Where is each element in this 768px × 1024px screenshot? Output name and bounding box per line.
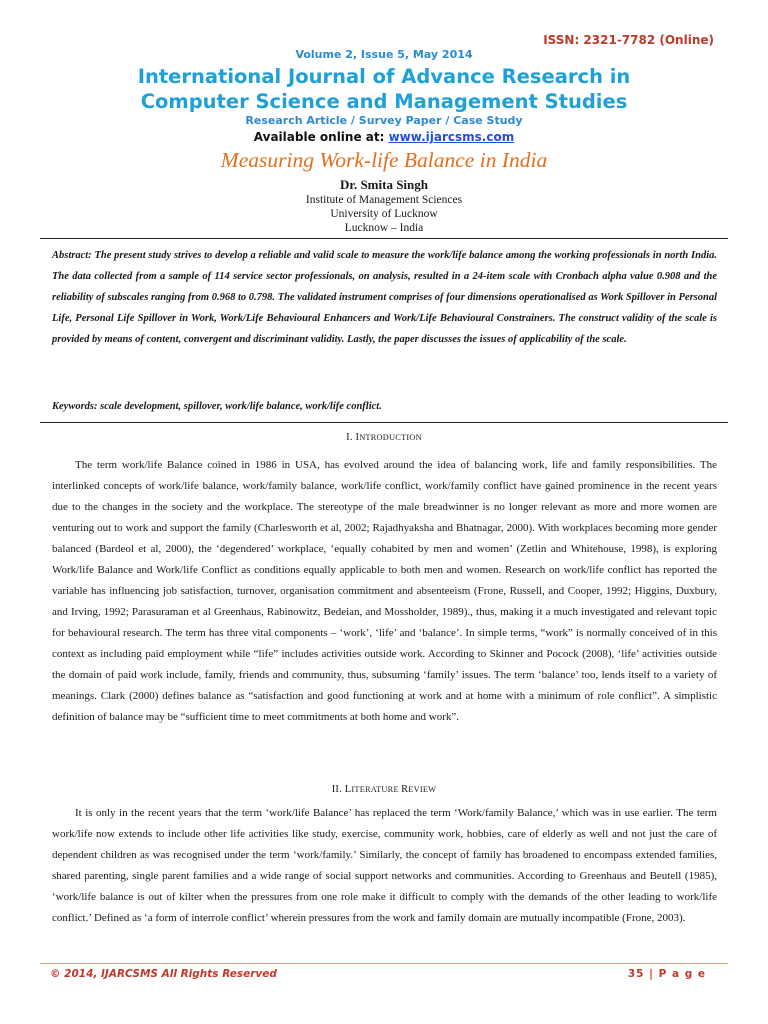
keywords: Keywords: scale development, spillover, work/life balance, work/life conflict.	[52, 401, 382, 412]
affiliation-line-2: University of Lucknow	[330, 208, 438, 220]
literature-review-paragraph: It is only in the recent years that the term ‘work/life Balance’ has replaced the term ‘Work/family Balance,’ which was in use earlier. The term work/life now extends to include other life activities like study, exercise, community work, hobbies, care of elderly as well and not just the care of dependent children as was recognised under the term ‘work/family.’ Similarly, the concept of family has broadened to encompass extended families, shared parenting, single parent families and a wide range of social support networks and communities. According to Greenhaus and Beutell (1985), ‘work/life balance is out of kilter when the pressures from one role make it difficult to comply with the demands of the other leading to work/life conflict.’ Defined as ‘a form of interrole conflict’ wherein pressures from the work and family domain are mutually incompatible (Frone, 2003).	[52, 807, 717, 924]
affiliation-line-1: Institute of Management Sciences	[305, 194, 463, 206]
paper-title: Measuring Work-life Balance in India	[220, 148, 548, 172]
available-online	[0, 130, 768, 144]
affiliation-line-3: Lucknow – India	[344, 222, 424, 234]
journal-title-line2: Computer Science and Management Studies	[140, 90, 628, 113]
divider	[40, 422, 728, 423]
research-type: Research Article / Survey Paper / Case Study	[245, 114, 523, 127]
abstract: Abstract: The present study strives to develop a reliable and valid scale to measure the work/life balance among the working professionals in north India. The data collected from a sample of 114 service sector professionals, on analysis, resulted in a 24-item scale with Cronbach alpha value 0.908 and the reliability of subscales ranging from 0.968 to 0.798. The validated instrument comprises of four dimensions operationalised as Work Spillover in Personal Life, Personal Life Spillover in Work, Work/Life Behavioural Enhancers and Work/Life Behavioural Constrainers. The construct validity of the scale is provided by means of content, convergent and discriminant validity. Lastly, the paper discusses the issues of applicability of the scale.	[52, 250, 717, 346]
journal-title-line1: International Journal of Advance Research in	[137, 65, 631, 88]
issn: ISSN: 2321-7782 (Online)	[543, 33, 714, 47]
journal-title	[0, 64, 768, 114]
section-heading-introduction: I. INTRODUCTION	[346, 432, 422, 443]
section-heading-literature-review: II. LITERATURE REVIEW	[331, 784, 437, 795]
copyright: © 2014, IJARCSMS All Rights Reserved	[50, 968, 277, 980]
journal-url-link[interactable]: www.ijarcsms.com	[388, 130, 515, 144]
divider	[40, 238, 728, 239]
available-label: Available online at:	[253, 130, 389, 144]
page-number: 35 | P a g e	[627, 968, 706, 980]
footer-divider	[40, 963, 728, 964]
volume-issue: Volume 2, Issue 5, May 2014	[295, 48, 473, 61]
introduction-paragraph: The term work/life Balance coined in 1986 in USA, has evolved around the idea of balancing work, life and family responsibilities. The interlinked concepts of work/life balance, work/family balance, work/life conflict, work/family conflict have gained prominence in the recent years due to the changes in the society and the workplace. The stereotype of the male breadwinner is no longer relevant as more and more women are venturing out to work and support the family (Charlesworth et al, 2002; Rajadhyaksha and Bhatnagar, 2000). With workplaces becoming more gender balanced (Bardeol et al, 2000), the ‘degendered’ workplace, ‘equally cohabited by men and women’ (Zetlin and Whitehouse, 1998), is exploring Work/life Balance and Work/life Conflict as conditions equally applicable to both men and women. Research on work/life conflict has reported the variable has influencing job satisfaction, turnover, organisation commitment and absenteeism (Frone, Russell, and Cooper, 1992; Higgins, Duxbury, and Irving, 1992; Parasuraman et al Greenhaus, Rabinowitz, Bedeian, and Mossholder, 1989)., thus, making it a much investigated and relevant topic for behavioural research. The term has three vital components – ‘work’, ‘life’ and ‘balance’. In simple terms, “work” is normally conceived of in this context as including paid employment while “life” includes activities outside work. According to Skinner and Pocock (2008), ‘life’ activities outside the domain of paid work include, family, friends and community, thus, subsuming ‘family’ issues. The term ‘balance’ too, lends itself to a variety of meanings. Clark (2000) defines balance as “satisfaction and good functioning at work and at home with a minimum of role conflict”. A simplistic definition of balance may be “sufficient time to meet commitments at both home and work”.	[52, 459, 717, 723]
author-name: Dr. Smita Singh	[339, 177, 429, 192]
